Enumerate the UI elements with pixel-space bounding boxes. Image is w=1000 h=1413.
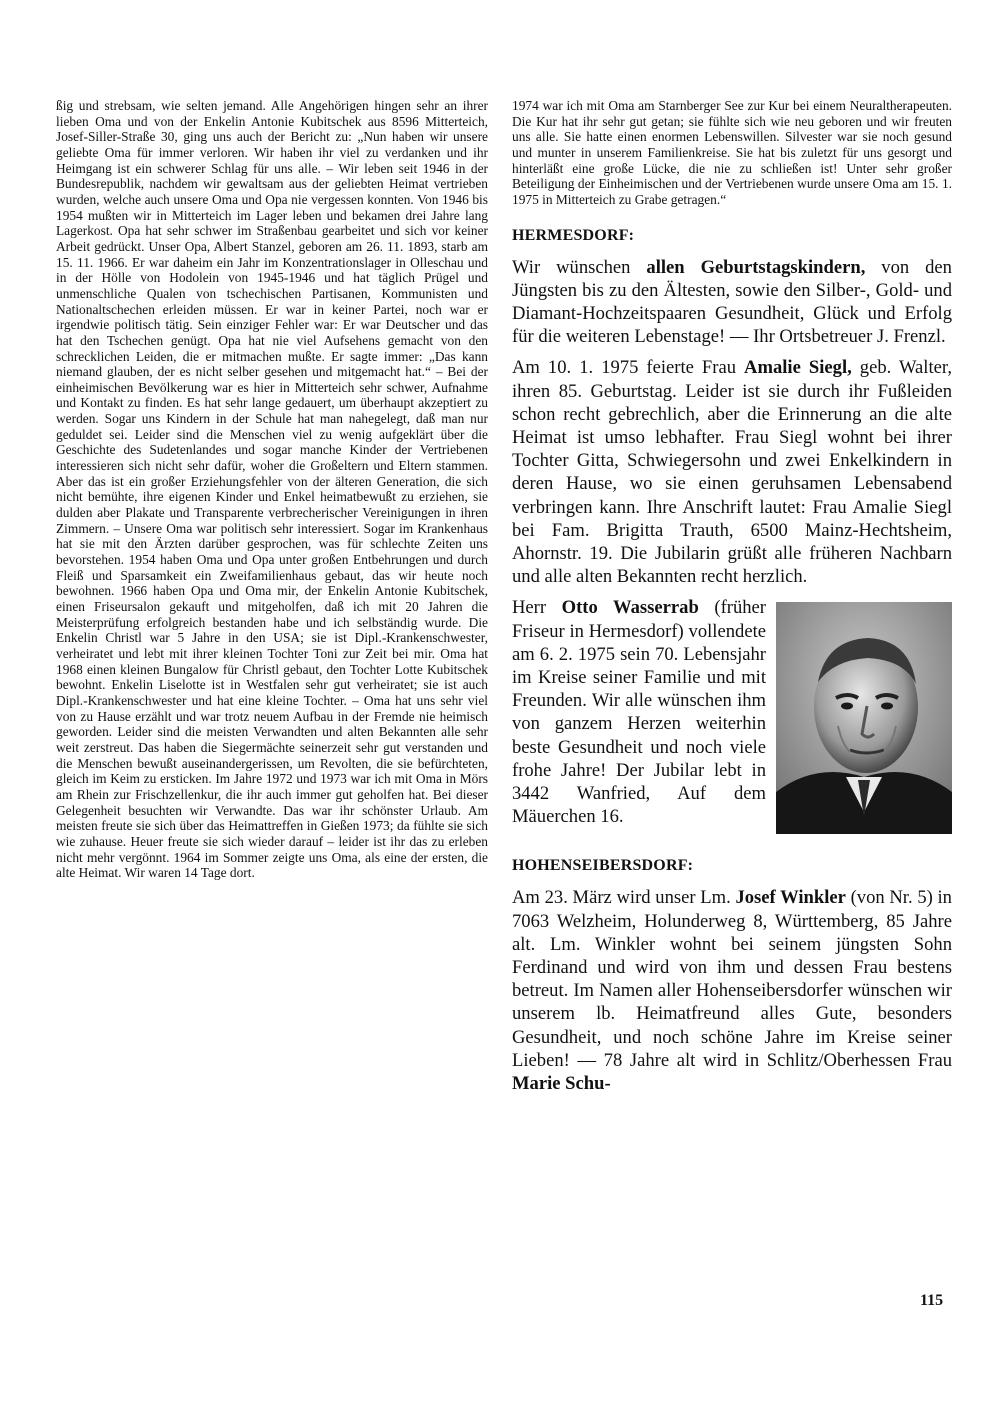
section-heading-hermesdorf: HERMESDORF: bbox=[512, 226, 635, 244]
bold-text: allen Geburtstagskindern, bbox=[646, 256, 866, 278]
bold-text: Amalie Siegl, bbox=[744, 357, 852, 379]
hermesdorf-paragraph-2 bbox=[512, 356, 952, 588]
text-run: von den Jüngsten bis zu den Ältesten, sowie den Silber-, Gold- und Diamant-Hochzeitspaaren Gesundheit, Glück und Erfolg für die weiteren Lebenstage! — Ihr Ortsbetreuer J. Frenzl. bbox=[512, 256, 952, 348]
text-run: Wir wünschen bbox=[512, 256, 647, 278]
text-run: (von Nr. 5) in 7063 Welzheim, Holunderweg 8, Württemberg, 85 Jahre alt. Lm. Winkler wohnt bei seinem jüngsten Sohn Ferdinand und wird von ihm und dessen Frau bestens betreut. Im Namen aller Hohenseibersdorfer wünschen wir unserem lb. Heimatfreund alles Gute, besonders Gesundheit, und noch schöne Jahre im Kreise seiner Lieben! — 78 Jahre alt wird in Schlitz/Oberhessen Frau bbox=[512, 887, 952, 1071]
left-column-text: ßig und strebsam, wie selten jemand. Alle Angehörigen hingen sehr an ihrer lieben Oma und von der Enkelin Antonie Kubitschek aus 8596 Mitterteich, Josef-Siller-Straße 30, ging uns auch der Bericht zu: „Nun haben wir unsere geliebte Oma für immer verloren. Wir haben ihr viel zu verdanken und ihr Heimgang ist ein schwerer Schlag für uns alle. – Wir leben seit 1946 in der Bundesrepublik, nachdem wir gewaltsam aus der geliebten Heimat vertrieben wurden, welche auch unsere Oma und Opa nie vergessen konnten. Von 1946 bis 1954 mußten wir in Mitterteich im Lager leben und bekamen drei Jahre lang Lagerkost. Opa hat sehr schwer im Straßenbau gearbeitet und sich vor keiner Arbeit gedrückt. Unser Opa, Albert Stanzel, geboren am 26. 11. 1893, starb am 15. 11. 1966. Er war daheim ein Jahr im Konzentrationslager in Olleschau und in der Hölle von Hodolein von 1945-1946 und hat täglich Prügel und unmenschliche Qualen von tschechischen Partisanen, Kommunisten und Nationaltschechen erleiden müssen. Er war in keiner Partei, noch war er irgendwie politisch tätig. Sein einziger Fehler war: Er war Deutscher und das hat den Tschechen genügt. Opa hat nie viel Aufsehens gemacht von den schrecklichen Leiden, die er mitmachen mußte. Er sagte immer: „Das kann niemand glauben, der es nicht selber gesehen und mitgemacht hat.“ – Bei der einheimischen Bevölkerung war es hier in Mitterteich sehr schwer, Aufnahme und Kontakt zu finden. Es hat sehr lange gedauert, um überhaupt akzeptiert zu werden. Sogar uns Kindern in der Schule hat man nahegelegt, daß man nur geduldet sei. Leider sind die Menschen viel zu wenig aufgeklärt über die Geschichte des Sudetenlandes und sogar manche Kinder der Vertriebenen interessieren sich nicht sehr dafür, woher die Großeltern und Eltern stammen. Aber das ist ein großer Erziehungsfehler von der älteren Generation, die sich nicht bemühte, ihre eigenen Kinder und Enkel heimatbewußt zu erziehen, sie dulden aber Plakate und Transparente verbrecherischer Vereinigungen in ihren Zimmern. – Unsere Oma war politisch sehr interessiert. Sogar im Krankenhaus hat sie mit den Ärzten darüber gesprochen, was für schlechte Zeiten uns bevorstehen. 1954 haben Oma und Opa unter großen Entbehrungen und durch Fleiß und Sparsamkeit ein Zweifamilienhaus gebaut, das wir heute noch bewohnen. 1966 haben Opa und Oma mir, der Enkelin Antonie Kubitschek, einen Friseursalon gekauft und mitgeholfen, daß ich mit 20 Jahren die Meisterprüfung erfolgreich bestanden habe und ich selbständig wurde. Die Enkelin Christl war 5 Jahre in den USA; sie ist Dipl.-Krankenschwester, verheiratet und lebt mit ihrer kleinen Tochter Toni zur Zeit bei mir. Oma hat 1968 einen kleinen Bungalow für Christl gebaut, den Tochter Lotte Kubitschek bewohnt. Enkelin Liselotte ist in Westfalen sehr gut verheiratet; sie ist auch Dipl.-Krankenschwester und hat eine kleine Tochter. – Oma hat uns sehr viel von zu Hause erzählt und war trotz neuem Aufbau in der Fremde nie heimisch geworden. Leider sind die meisten Verwandten und alten Bekannten alle sehr weit zerstreut. Das haben die Siegermächte seinerzeit sehr gut verstanden und die Menschen bewußt auseinandergerissen, um Revolten, die sie befürchteten, gleich im Keim zu ersticken. Im Jahre 1972 und 1973 war ich mit Oma in Mörs am Rhein zur Frischzellenkur, die ihr auch immer gut geholfen hat. Bei dieser Gelegenheit besuchten wir Verwandte. Das war ihr schönster Urlaub. Am meisten freute sie sich über das Heimattreffen in Gießen 1973; da fühlte sie sich wie zuhause. Heuer freute sie sich wieder darauf – leider ist ihr das zu erleben nicht mehr vergönnt. 1964 im Sommer zeigte uns Oma, als eine der ersten, die alte Heimat. Wir waren 14 Tage dort. bbox=[56, 98, 488, 881]
text-run: Am 10. 1. 1975 feierte Frau bbox=[512, 357, 745, 379]
left-column bbox=[56, 98, 488, 1278]
text-run: geb. Walter, ihren 85. Geburtstag. Leider ist sie durch ihr Fußleiden schon recht gebrechlich, aber die Erinnerung an die alte Heimat ist umso lebhafter. Frau Siegl wohnt bei ihrer Tochter Gitta, Schwiegersohn und zwei Enkelkindern in deren Hause, wo sie einen geruhsamen Lebensabend verbringen kann. Ihre Anschrift lautet: Frau Amalie Siegl bei Fam. Brigitta Trauth, 6500 Mainz-Hechtsheim, Ahornstr. 19. Die Jubilarin grüßt alle früheren Nachbarn und alle alten Bekannten recht herzlich. bbox=[512, 357, 952, 588]
text-run: Am 23. März wird unser Lm. bbox=[512, 887, 736, 909]
hermesdorf-paragraph-3 bbox=[512, 596, 952, 828]
intro-text: 1974 war ich mit Oma am Starnberger See zur Kur bei einem Neuraltherapeuten. Die Kur hat ihr sehr gut getan; sie fühlte sich wie neu geboren und wir freuten uns alle. Sie hatte einen enormen Lebenswillen. Silvester war sie noch gesund und munter in unserem Familienkreise. Sie hat bis zuletzt für uns gesorgt und hinterläßt eine große Lücke, die nie zu schließen ist! Unter sehr großer Beteiligung der Einheimischen und der Vertriebenen wurde unsere Oma am 15. 1. 1975 in Mitterteich zu Grabe getragen.“ bbox=[512, 98, 952, 207]
hermesdorf-paragraph-1 bbox=[512, 256, 952, 349]
portrait-photo bbox=[776, 602, 952, 834]
text-run: (früher Friseur in Hermesdorf) vollendete am 6. 2. 1975 sein 70. Lebensjahr im Kreise seiner Familie und mit Freunden. Wir alle wünschen ihm von ganzem Herzen weiterhin beste Gesundheit und noch viele frohe Jahre! Der Jubilar lebt in 3442 Wanfried, Auf dem Mäuerchen 16. bbox=[512, 597, 766, 828]
portrait-image bbox=[776, 602, 952, 834]
hohenseibersdorf-paragraph-1 bbox=[512, 886, 952, 1095]
section-heading-hohenseibersdorf: HOHENSEIBERSDORF: bbox=[512, 857, 694, 875]
page-number: 115 bbox=[920, 1292, 944, 1309]
right-column bbox=[512, 98, 952, 1278]
bold-text: Marie Schu- bbox=[512, 1073, 611, 1095]
bold-text: Josef Winkler bbox=[735, 887, 846, 909]
bold-text: Otto Wasserrab bbox=[561, 597, 699, 619]
text-run: Herr bbox=[512, 597, 562, 619]
